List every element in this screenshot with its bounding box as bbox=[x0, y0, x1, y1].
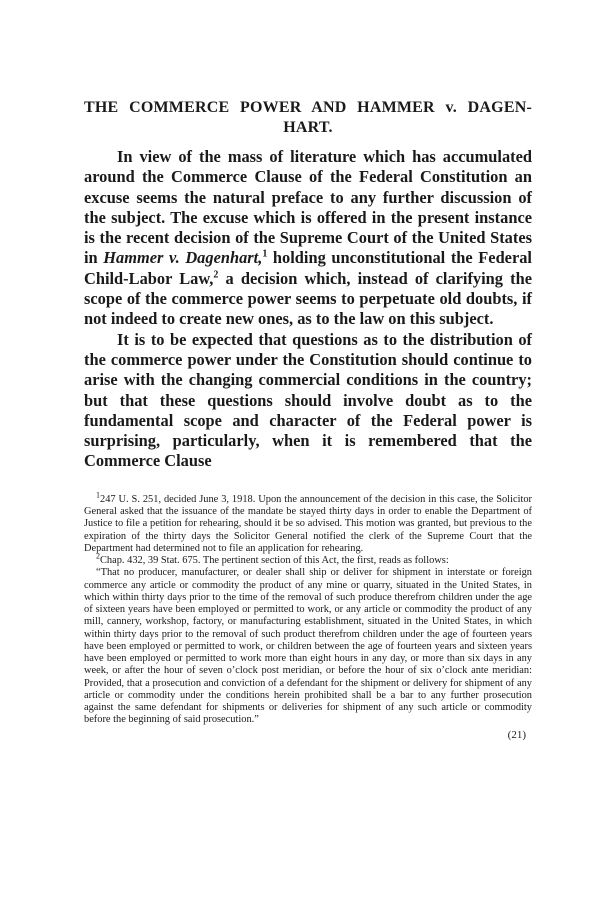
paragraph-2: It is to be expected that questions as to the distribution of the commerce power under the Constitution should continue to arise with the changing commercial conditions in the country; but that these questions should involve doubt as to the fundamental scope and character of the Federal power is surprising, particularly, when it is remembered that the Commerce Clause bbox=[84, 329, 532, 471]
footnote-ref-2: 2 bbox=[213, 269, 219, 281]
body-text bbox=[84, 147, 532, 472]
paragraph-1-part-3: a decision which, instead of clarifying the scope of the commerce power seems to perpetuate old doubts, if not indeed to create new ones, as to the law on this subject. bbox=[84, 268, 532, 329]
footnote-1-text: 247 U. S. 251, decided June 3, 1918. Upon the announcement of the decision in this case, the Solicitor General asked that the issuance of the mandate be stayed thirty days in order to enable the Department of Justice to file a petition for rehearing, should it be so advised. This motion was granted, but previous to the expiration of the thirty days the Solicitor General notified the clerk of the Supreme Court that the Department had determined not to file an application for rehearing. bbox=[84, 493, 532, 554]
footnote-2-mark: 2 bbox=[96, 551, 100, 561]
case-name: Hammer v. Dagenhart, bbox=[103, 248, 263, 268]
paragraph-1 bbox=[84, 147, 532, 330]
footnote-2-quote: “That no producer, manufacturer, or dealer shall ship or deliver for shipment in interstate or foreign commerce any article or commodity the product of any mine or quarry, situated in the United States, in which within thirty days prior to the time of the removal of such produce therefrom children under the age of sixteen years have been employed or permitted to work, or any article or commodity the product of any mill, cannery, workshop, factory, or manufacturing establishment, situated in the United States, in which within thirty days prior to the removal of such product therefrom children under the age of fourteen years have been employed or permitted to work, or children between the age of fourteen years and sixteen years have been employed or permitted to work more than eight hours in any day, or more than six days in any week, or after the hour of seven o’clock post meridian, or before the hour of six o’clock ante meridian: Provided, that a prosecution and conviction of a defendant for the shipment or delivery for shipment of any article or commodity under the conditions herein prohibited shall be a bar to any further prosecution against the same defendant for shipments or deliveries for shipment of any such article or commodity before the beginning of said prosecution.” bbox=[84, 567, 532, 726]
page-number: (21) bbox=[507, 728, 526, 741]
title-line-2: HART. bbox=[283, 119, 333, 136]
footnotes bbox=[84, 490, 532, 727]
footnote-ref-1: 1 bbox=[262, 249, 268, 261]
footnote-2-text: Chap. 432, 39 Stat. 675. The pertinent section of this Act, the first, reads as follows: bbox=[100, 555, 449, 566]
footnote-1-mark: 1 bbox=[96, 490, 100, 500]
article-title bbox=[84, 98, 532, 138]
page bbox=[84, 98, 532, 742]
title-line-1: THE COMMERCE POWER AND HAMMER v. DAGEN- bbox=[84, 99, 532, 116]
paragraph-1-part-1: In view of the mass of literature which has accumulated around the Commerce Clause of the Federal Constitution an excuse seems the natural preface to any further discussion of the subject. The excuse which is offered in the present instance is the recent decision of the Supreme Court of the United States in bbox=[84, 147, 532, 268]
footnote-2 bbox=[84, 551, 532, 567]
footnote-1 bbox=[84, 490, 532, 555]
paragraph-1-part-2: holding unconstitutional the Federal Child-Labor Law, bbox=[84, 248, 532, 288]
